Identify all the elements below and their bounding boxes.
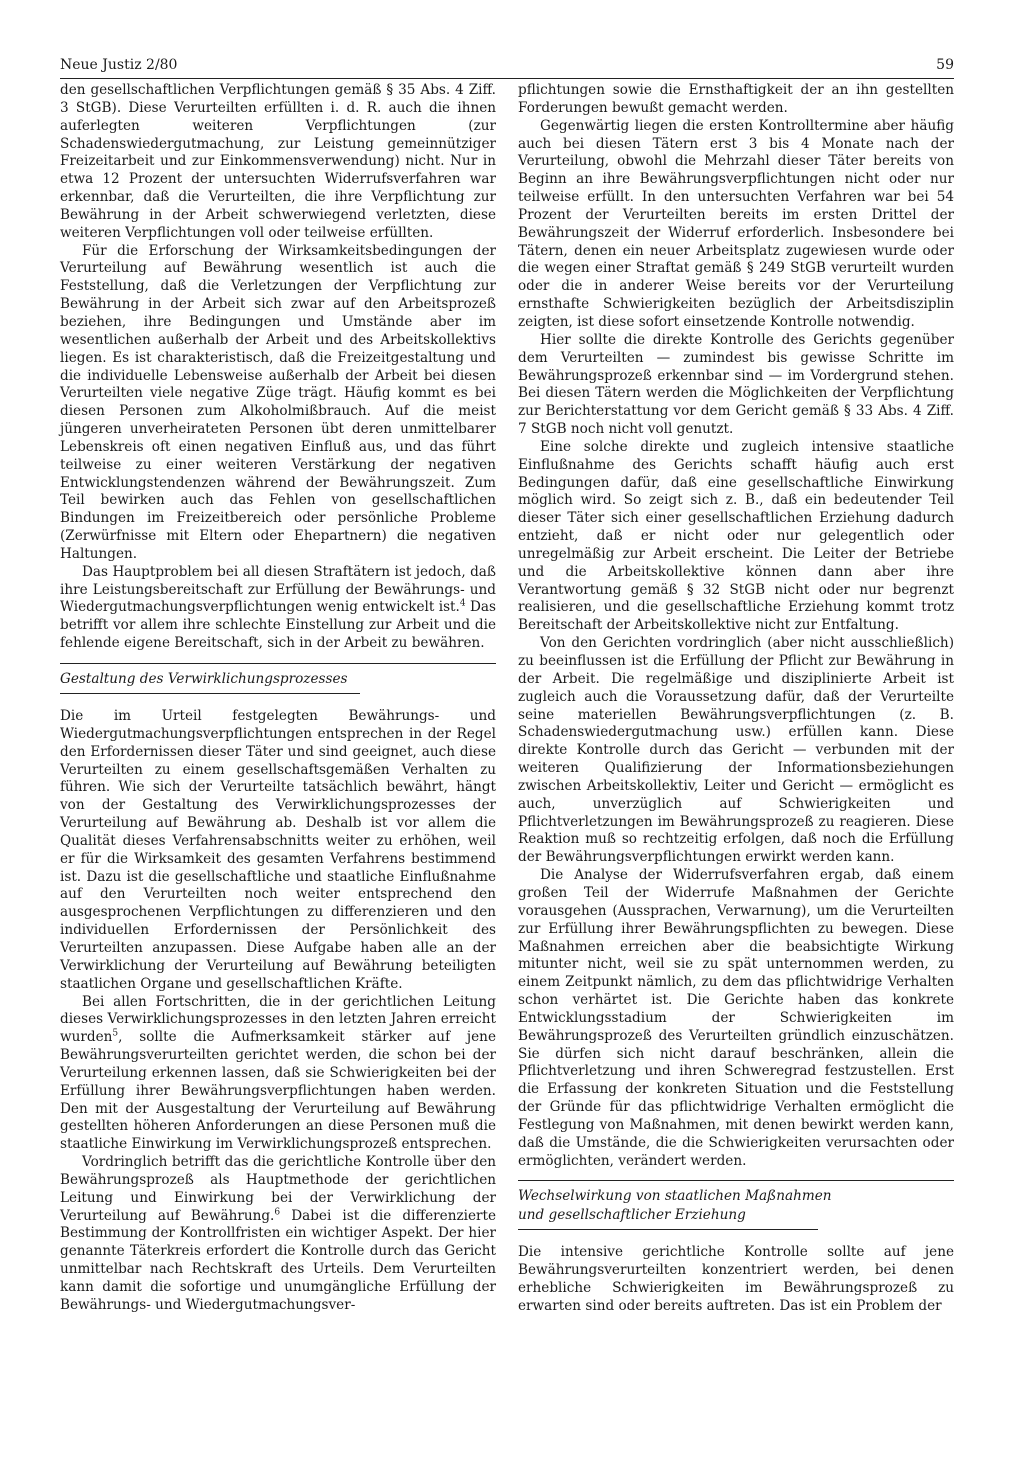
footnote-ref[interactable]: 6 bbox=[274, 1207, 281, 1218]
section-heading-rule bbox=[60, 693, 360, 694]
section-heading: Gestaltung des Verwirklichungsprozesses bbox=[60, 671, 348, 687]
section-rule bbox=[518, 1180, 954, 1181]
journal-issue: Neue Justiz 2/80 bbox=[60, 57, 178, 73]
paragraph bbox=[60, 994, 496, 1155]
paragraph-text: Vordringlich betrifft das die gerichtliche Kontrolle über den Bewährungsprozeß als Hauptmethode der gerichtlichen Leitung und Einwirkung bei der Verwirklichung der Verurteilung auf Bewährung. bbox=[60, 1154, 496, 1224]
paragraph: Hier sollte die direkte Kontrolle des Gerichts gegenüber dem Verurteilten — zumindest bis gewisse Schritte im Bewährungsprozeß erkennbar sind — im Vordergrund stehen. Bei diesen Tätern werden die Möglichkeiten der Verpflichtung zur Berichterstattung vor dem Gericht gemäß § 33 Abs. 4 Ziff. 7 StGB noch nicht voll genutzt. bbox=[518, 331, 954, 438]
paragraph-text: Das betrifft vor allem ihre schlechte Einstellung zur Arbeit und die fehlende eigene Bereitschaft, sich in der Arbeit zu bewähren. bbox=[60, 599, 496, 652]
paragraph: Von den Gerichten vordringlich (aber nicht ausschließlich) zu beeinflussen ist die Erfüllung der Pflicht zur Bewährung in der Arbeit. Die regelmäßige und disziplinierte Arbeit ist zugleich auch die Voraussetzung dafür, daß der Verurteilte seine materiellen Bewährungsverpflichtungen (z. B. Schadenswiedergutmachung usw.) erfüllen kann. Diese direkte Kontrolle durch das Gericht — verbunden mit der weiteren Qualifizierung der Informationsbeziehungen zwischen Arbeitskollektiv, Leiter und Gericht — ermöglicht es auch, unverzüglich auf Schwierigkeiten und Pflichtverletzungen im Bewährungsprozeß zu reagieren. Diese Reaktion muß so rechtzeitig erfolgen, daß noch die Erfüllung der Bewährungsverpflichtungen erwirkt werden kann. bbox=[518, 635, 954, 866]
running-head bbox=[60, 56, 954, 74]
paragraph-text: Dabei ist die differenzierte Bestimmung der Kontrollfristen ein wichtiger Aspekt. Der hier genannte Täterkreis erfordert die Kontrolle durch das Gericht unmittelbar nach Rechtskraft des Urteils. Dem Verurteilten kann damit die sofortige und unumgängliche Erfüllung der Bewährungs- und Wiedergutmachungsver- bbox=[60, 1207, 497, 1313]
paragraph-text: , sollte die Aufmerksamkeit stärker auf jene Bewährungsverurteilten gerichtet werden, die schon bei der Verurteilung erkennen lassen, daß sie Schwierigkeiten bei der Erfüllung ihrer Bewährungsverpflichtungen haben werden. Den mit der Ausgestaltung der Verurteilung auf Bewährung gestellten höheren Anforderungen an diese Personen muß die staatliche Einwirkung im Verwirklichungsprozeß entsprechen. bbox=[60, 1029, 496, 1153]
paragraph: Die intensive gerichtliche Kontrolle sollte auf jene Bewährungsverurteilten konzentriert werden, bei denen erhebliche Schwierigkeiten im Bewährungsprozeß zu erwarten sind oder bereits auftreten. Das ist ein Problem der bbox=[518, 1244, 954, 1314]
paragraph bbox=[60, 1154, 496, 1315]
section-heading bbox=[518, 1187, 954, 1225]
section-rule bbox=[60, 663, 496, 664]
paragraph bbox=[60, 564, 496, 653]
header-rule bbox=[60, 78, 954, 79]
left-column bbox=[60, 82, 496, 1315]
paragraph: Die Analyse der Widerrufsverfahren ergab, daß einem großen Teil der Widerrufe Maßnahmen der Gerichte vorausgehen (Aussprachen, Verwarnung), um die Verurteilten zur Erfüllung ihrer Bewährungspflichten zu bewegen. Diese Maßnahmen erreichen aber die beabsichtigte Wirkung mitunter nicht, weil sie zu spät unternommen werden, zu einem Zeitpunkt nämlich, zu dem das pflichtwidrige Verhalten schon verhärtet ist. Die Gerichte haben das konkrete Entwicklungsstadium der Schwierigkeiten im Bewährungsprozeß des Verurteilten gründlich einzuschätzen. Sie dürfen sich nicht darauf beschränken, allein die Pflichtverletzung und ihren Schweregrad festzustellen. Erst die Erfassung der konkreten Situation und die Feststellung der Gründe für das pflichtwidrige Verhalten ermöglicht die Festlegung von Maßnahmen, mit denen bewirkt werden kann, daß die Umstände, die die Schwierigkeiten verursachten oder ermöglichten, verändert werden. bbox=[518, 867, 954, 1169]
page-number: 59 bbox=[936, 57, 954, 73]
right-column bbox=[518, 82, 954, 1316]
footnote-ref[interactable]: 4 bbox=[459, 598, 466, 609]
paragraph: Eine solche direkte und zugleich intensive staatliche Einflußnahme des Gerichts schafft häufig auch erst Bedingungen dafür, daß eine gesellschaftliche Einwirkung möglich wird. So zeigt sich z. B., daß ein bedeutender Teil dieser Täter sich einer gesellschaftlichen Erziehung dadurch entzieht, daß er nicht oder nur gelegentlich oder unregelmäßig zur Arbeit erscheint. Die Leiter der Betriebe und die Arbeitskollektive können dann aber ihre Verantwortung gemäß § 32 StGB nicht oder nur begrenzt realisieren, und die gesellschaftliche Erziehung kommt trotz Bereitschaft der Arbeitskollektive nicht zur Entfaltung. bbox=[518, 438, 954, 634]
section-heading-rule bbox=[518, 1229, 818, 1230]
paragraph: Die im Urteil festgelegten Bewährungs- und Wiedergutmachungsverpflichtungen entsprechen in der Regel den Erfordernissen dieser Täter und sind geeignet, auch diese Verurteilten zu einem gesellschaftsgemäßen Verhalten zu führen. Wie sich der Verurteilte tatsächlich bewährt, hängt von der Gestaltung des Verwirklichungsprozesses der Verurteilung auf Bewährung ab. Deshalb ist vor allem die Qualität dieses Verfahrensabschnitts weiter zu erhöhen, weil er für die Wirksamkeit des gesamten Verfahrens bestimmend ist. Dazu ist die gesellschaftliche und staatliche Einflußnahme auf den Verurteilten noch weiter entsprechend den ausgesprochenen Verpflichtungen zu differenzieren und den individuellen Erfordernissen der Persönlichkeit des Verurteilten anzupassen. Diese Aufgabe haben alle an der Verwirklichung der Verurteilung auf Bewährung beteiligten staatlichen Organe und gesellschaftlichen Kräfte. bbox=[60, 708, 496, 992]
paragraph: pflichtungen sowie die Ernsthaftigkeit der an ihn gestellten Forderungen bewußt gemacht werden. bbox=[518, 82, 954, 116]
paragraph: den gesellschaftlichen Verpflichtungen gemäß § 35 Abs. 4 Ziff. 3 StGB). Diese Verurteilten erfüllten i. d. R. auch die ihnen auferlegten weiteren Verpflichtungen (zur Schadenswiedergutmachung, zur Leistung gemeinnütziger Freizeitarbeit und zur Einkommensverwendung) nicht. Nur in etwa 12 Prozent der untersuchten Widerrufsverfahren war erkennbar, daß die Verurteilten, die ihre Verpflichtung zur Bewährung in der Arbeit schwerwiegend verletzten, diese weiteren Verpflichtungen voll oder teilweise erfüllten. bbox=[60, 82, 496, 241]
paragraph-text: Das Hauptproblem bei all diesen Straftätern ist jedoch, daß ihre Leistungsbereitschaft zur Erfüllung der Bewährungs- und Wiedergutmachungsverpflichtungen wenig entwickelt ist. bbox=[60, 563, 496, 616]
paragraph-text: Bei allen Fortschritten, die in der gerichtlichen Leitung dieses Verwirklichungsprozesses in den letzten Jahren erreicht wurden bbox=[60, 993, 496, 1046]
section-heading-line: Wechselwirkung von staatlichen Maßnahmen bbox=[518, 1188, 832, 1205]
section-heading-line: und gesellschaftlicher Erziehung bbox=[518, 1207, 746, 1224]
paragraph: Gegenwärtig liegen die ersten Kontrolltermine aber häufig auch bei diesen Tätern erst 3 bis 4 Monate nach der Verurteilung, obwohl die Mehrzahl dieser Täter bereits von Beginn an ihre Bewährungsverpflichtungen nicht oder nur teilweise erfüllt. In den untersuchten Verfahren war bei 54 Prozent der Verurteilten bereits im ersten Drittel der Bewährungszeit der Widerruf erforderlich. Insbesondere bei Tätern, denen ein neuer Arbeitsplatz zugewiesen wurde oder die wegen einer Straftat gemäß § 249 StGB verurteilt wurden oder die in anderer Weise bereits vor der Verurteilung ernsthafte Schwierigkeiten bezüglich der Arbeitsdisziplin zeigten, ist diese sofort einsetzende Kontrolle notwendig. bbox=[518, 117, 954, 330]
footnote-ref[interactable]: 5 bbox=[112, 1028, 119, 1039]
paragraph: Für die Erforschung der Wirksamkeitsbedingungen der Verurteilung auf Bewährung wesentlich ist auch die Feststellung, daß die Verletzungen der Verpflichtung zur Bewährung in der Arbeit sich zwar auf den Arbeitsprozeß beziehen, ihre Bedingungen und Umstände aber im wesentlichen außerhalb der Arbeit und des Arbeitskollektivs liegen. Es ist charakteristisch, daß die Freizeitgestaltung und die individuelle Lebensweise außerhalb der Arbeit bei diesen Verurteilten viele negative Züge trägt. Häufig kommt es bei diesen Personen zum Alkoholmißbrauch. Auf die meist jüngeren unverheirateten Personen übt deren unmittelbarer Lebenskreis oft einen negativen Einfluß aus, und das führt teilweise zu einer weiteren Verstärkung der negativen Entwicklungstendenzen während der Bewährungszeit. Zum Teil bewirken auch das Fehlen von gesellschaftlichen Bindungen im Freizeitbereich oder persönliche Probleme (Zerwürfnisse mit Eltern oder Ehepartnern) die negativen Haltungen. bbox=[60, 242, 496, 562]
